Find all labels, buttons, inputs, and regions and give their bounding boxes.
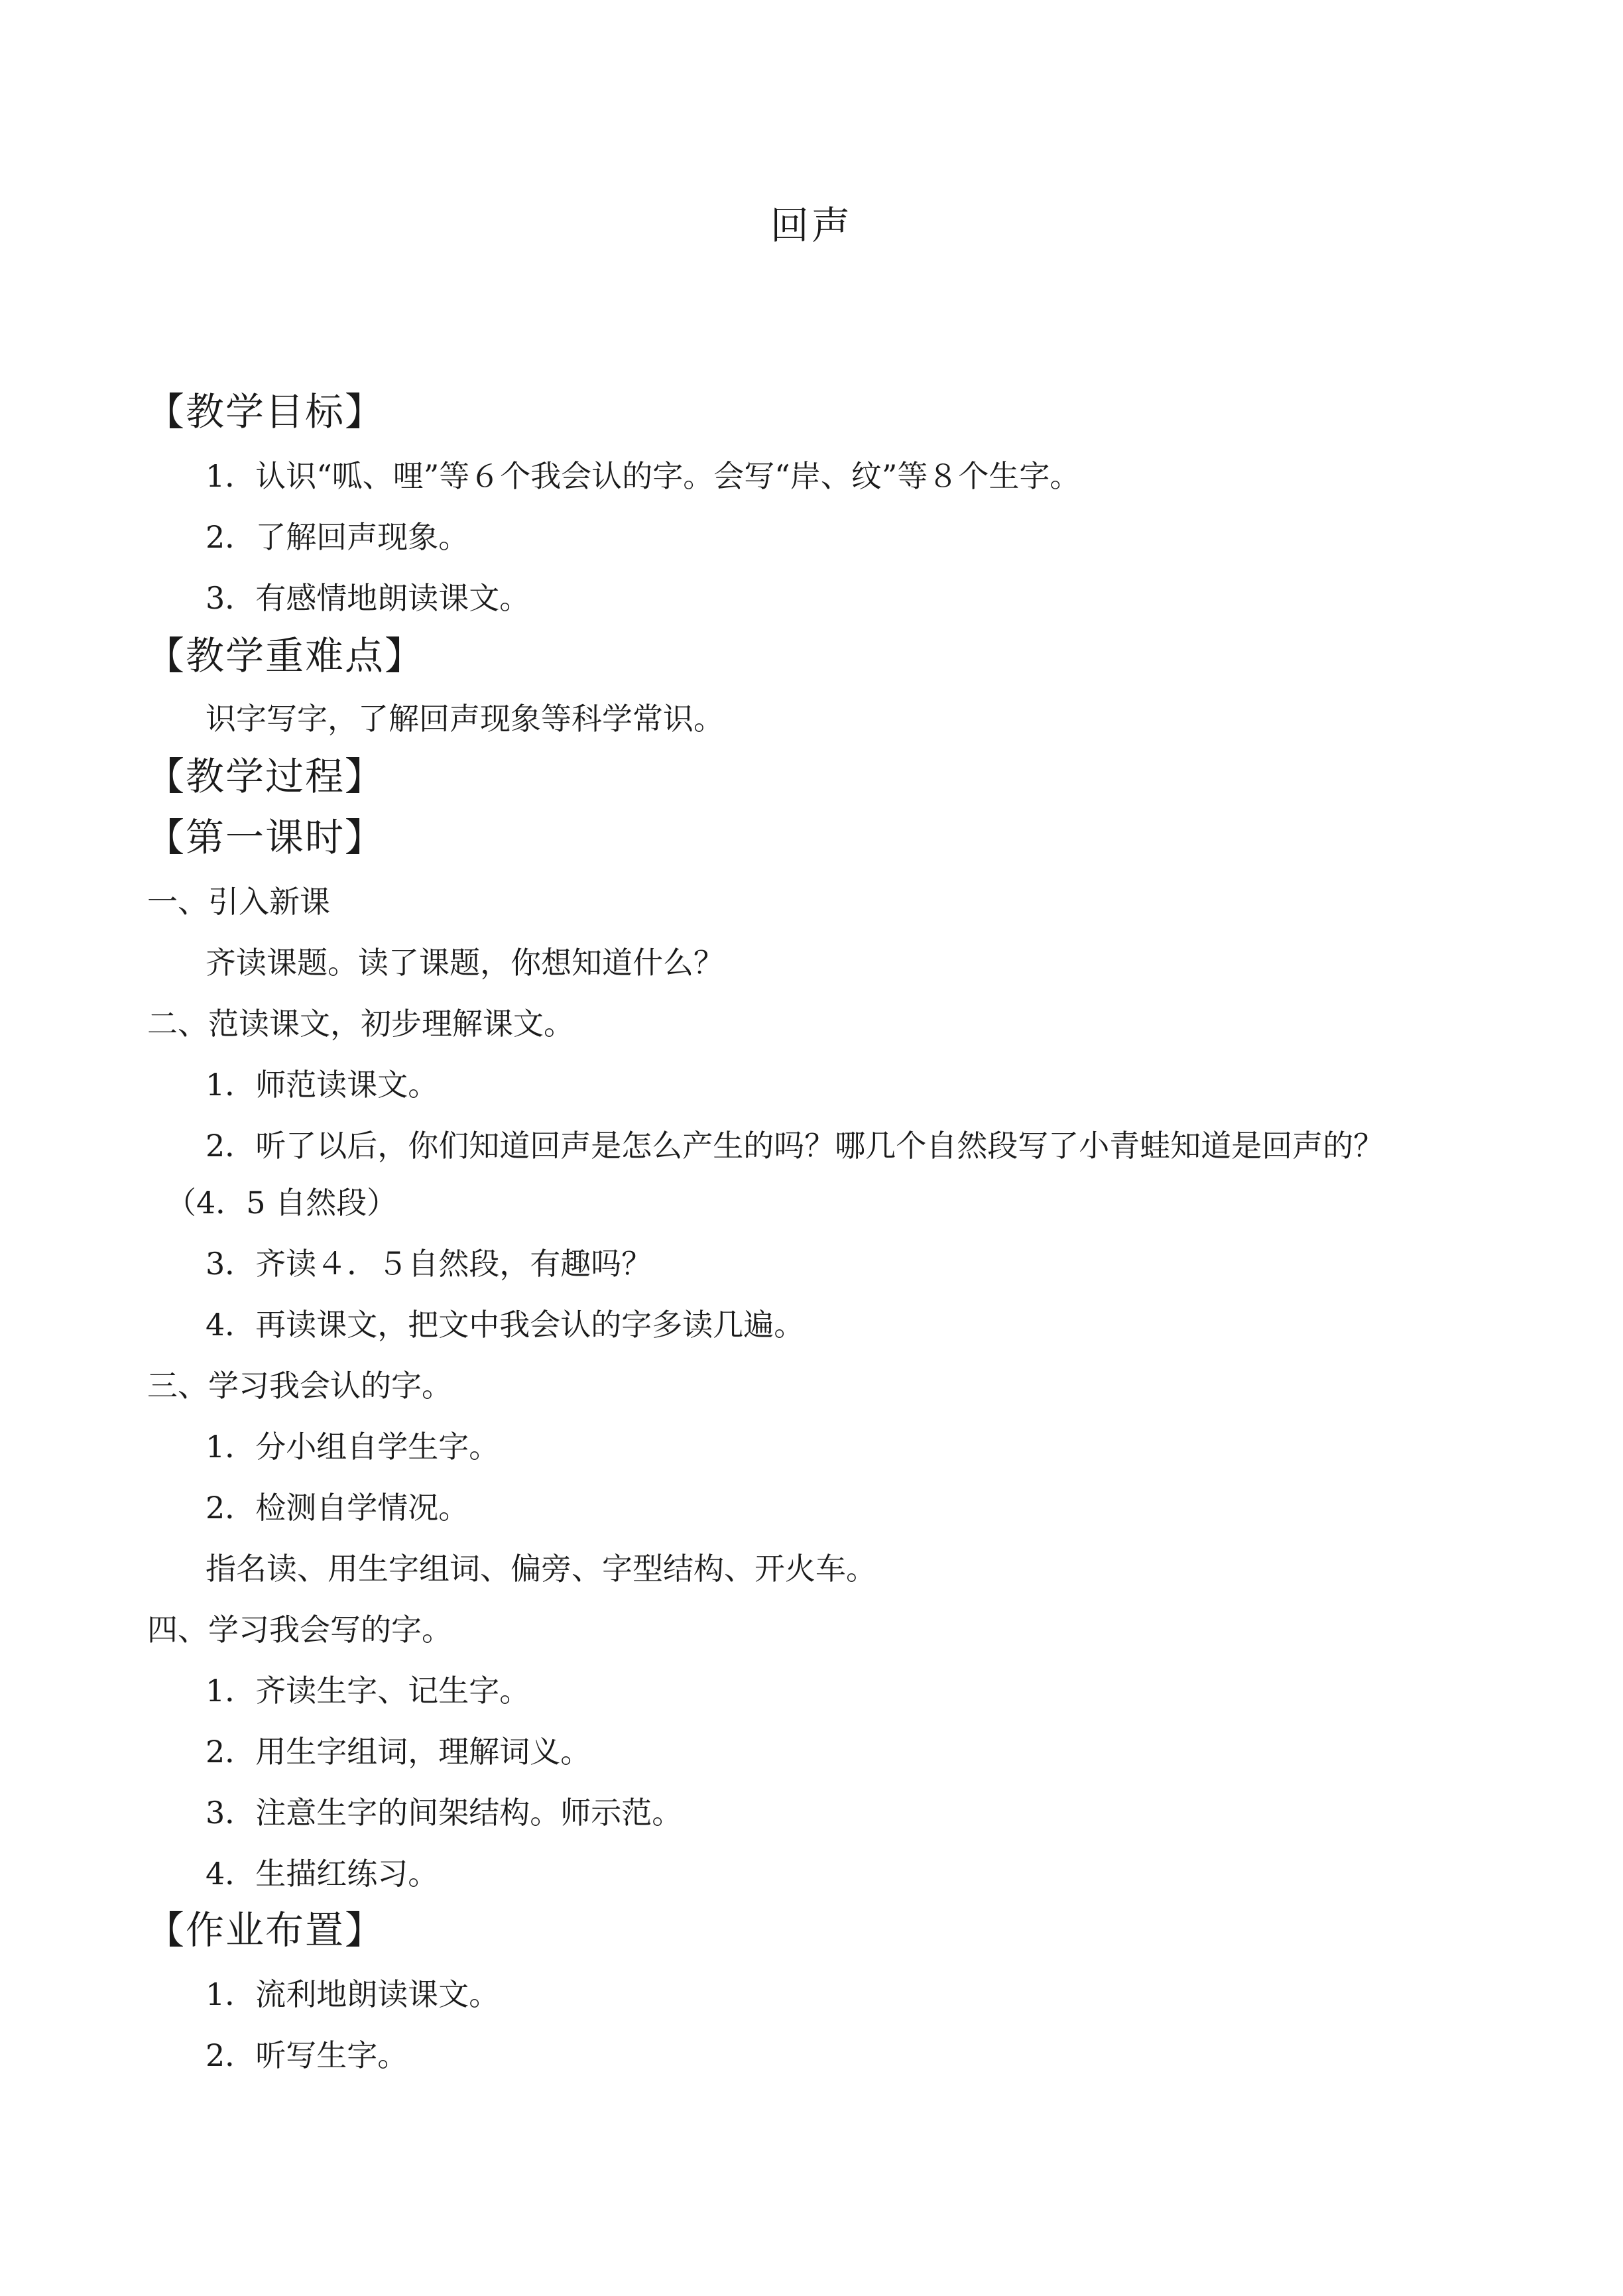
homework-item: 1．流利地朗读课文。 (206, 1976, 500, 2012)
section-text: 指名读、用生字组词、偏旁、字型结构、开火车。 (206, 1551, 876, 1587)
goal-item: 2．了解回声现象。 (206, 519, 469, 555)
list-item: 3．齐读４．５自然段，有趣吗？ (206, 1246, 652, 1282)
list-item: 2．检测自学情况。 (206, 1490, 469, 1526)
list-item: 1．师范读课文。 (206, 1067, 439, 1103)
list-item: 2．用生字组词，理解词义。 (206, 1734, 591, 1770)
section-text: 齐读课题。读了课题，你想知道什么？ (206, 945, 724, 981)
document-title: 回声 (770, 203, 853, 248)
list-item: 1．齐读生字、记生字。 (206, 1673, 530, 1709)
heading-teaching-process: 【教学过程】 (146, 754, 385, 799)
list-item: 2．听了以后，你们知道回声是怎么产生的吗？哪几个自然段写了小青蛙知道是回声的？ (206, 1128, 1384, 1164)
goal-item: 1．认识“呱、哩”等６个我会认的字。会写“岸、纹”等８个生字。 (206, 458, 1081, 494)
section-title: 三、学习我会认的字。 (147, 1368, 452, 1404)
section-title: 四、学习我会写的字。 (147, 1612, 452, 1648)
homework-item: 2．听写生字。 (206, 2037, 408, 2073)
goal-item: 3．有感情地朗读课文。 (206, 580, 530, 616)
heading-teaching-goals: 【教学目标】 (146, 389, 385, 434)
list-item: 4．再读课文，把文中我会认的字多读几遍。 (206, 1307, 805, 1343)
list-item: 4．生描红练习。 (206, 1856, 439, 1892)
heading-homework: 【作业布置】 (146, 1907, 385, 1953)
section-title: 二、范读课文，初步理解课文。 (147, 1006, 574, 1042)
key-points-text: 识字写字，了解回声现象等科学常识。 (206, 701, 724, 737)
list-item-continuation: （4．5 自然段） (166, 1185, 398, 1221)
list-item: 3．注意生字的间架结构。师示范。 (206, 1795, 683, 1831)
heading-first-lesson: 【第一课时】 (146, 815, 385, 860)
heading-key-points: 【教学重难点】 (146, 633, 425, 678)
section-title: 一、引入新课 (147, 884, 330, 920)
list-item: 1．分小组自学生字。 (206, 1429, 500, 1465)
